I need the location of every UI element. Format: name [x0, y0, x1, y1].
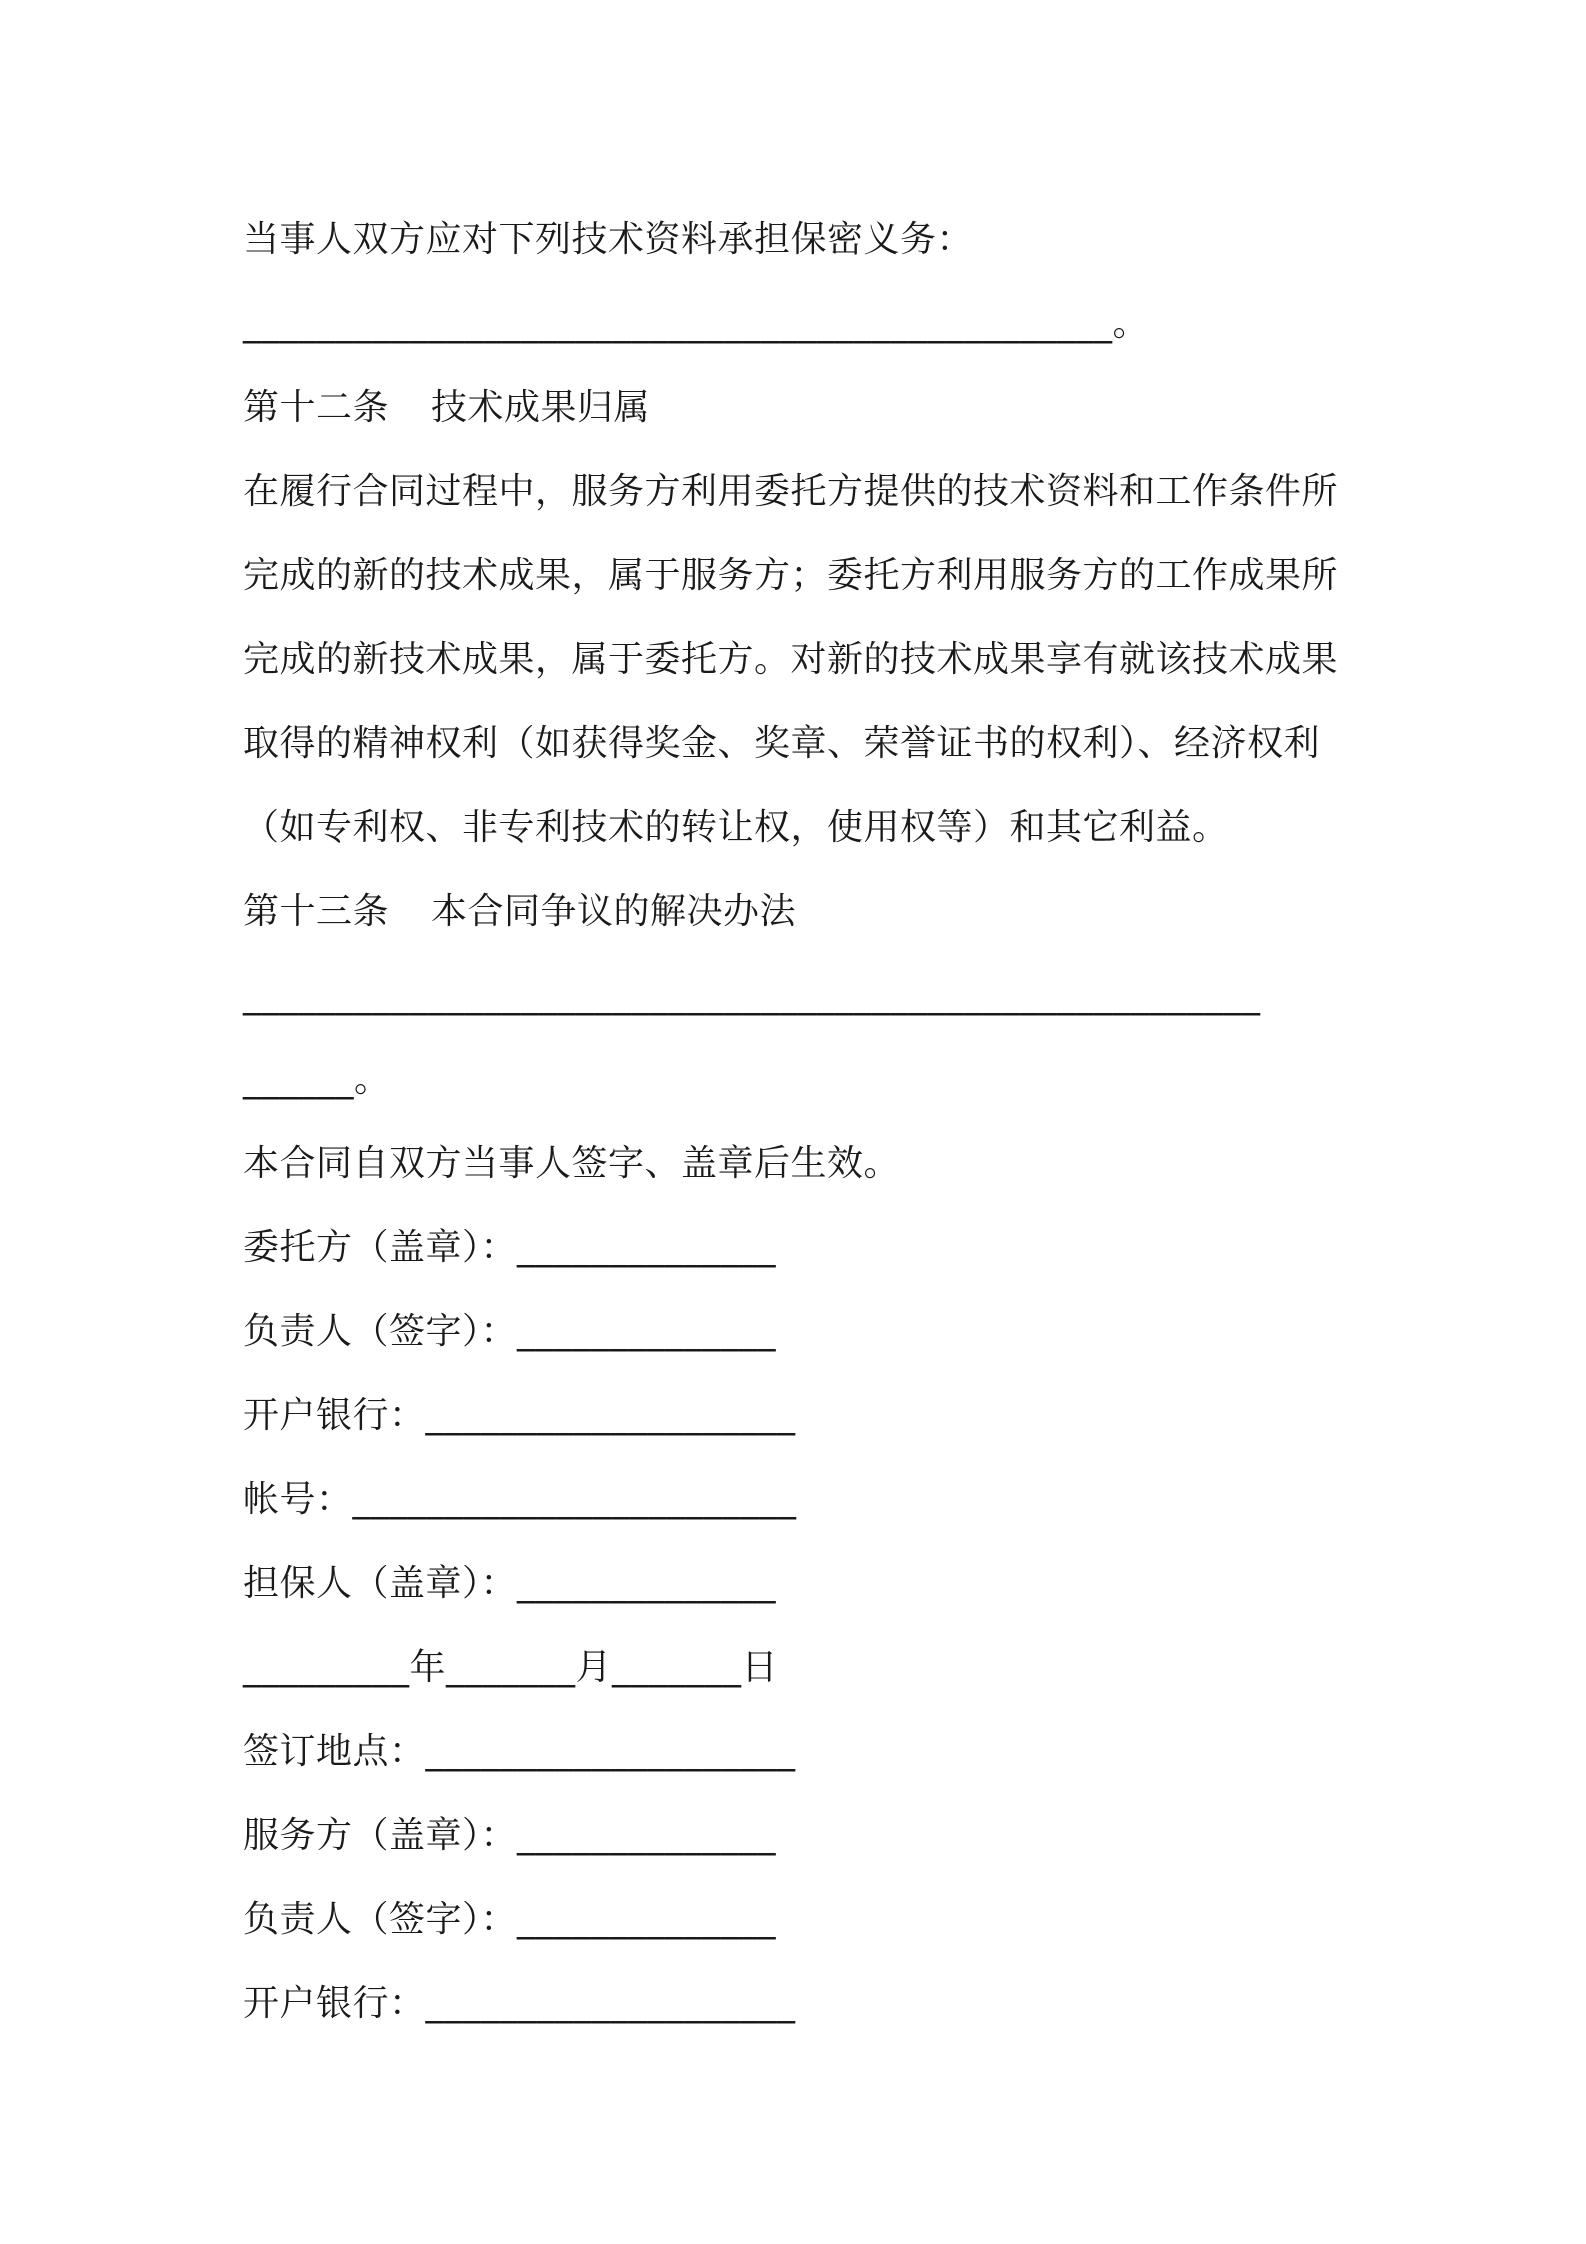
article-12-heading: [243, 366, 1363, 450]
article-13-number: 第十三条: [243, 891, 390, 932]
article-12-body-line: 在履行合同过程中，服务方利用委托方提供的技术资料和工作条件所: [243, 471, 1339, 512]
article-12-title: 技术成果归属: [431, 387, 651, 428]
article-13-title: 本合同争议的解决办法: [431, 891, 797, 932]
signature-field: 担保人（盖章）：______________: [243, 1563, 777, 1604]
signature-field: 开户银行：____________________: [243, 1395, 796, 1436]
confidential-blank: _______________________________________________。: [243, 303, 1149, 344]
article-12-body-line: （如专利权、非专利技术的转让权，使用权等）和其它利益。: [243, 807, 1229, 848]
signature-field: 签订地点：____________________: [243, 1731, 796, 1772]
signature-field: 负责人（签字）：______________: [243, 1899, 777, 1940]
confidential-intro: 当事人双方应对下列技术资料承担保密义务：: [243, 219, 974, 260]
article-13-heading: [243, 870, 1363, 954]
date-field: _________年_______月_______日: [243, 1647, 778, 1688]
signature-field: 委托方（盖章）：______________: [243, 1227, 777, 1268]
dispute-blank-line: ______。: [243, 1059, 391, 1100]
article-12-body-line: 取得的精神权利（如获得奖金、奖章、荣誉证书的权利）、经济权利: [243, 723, 1321, 764]
signature-field: 帐号：________________________: [243, 1479, 797, 1520]
signature-field: 服务方（盖章）：______________: [243, 1815, 777, 1856]
contract-page: [243, 198, 1363, 2046]
article-12-number: 第十二条: [243, 387, 390, 428]
article-12-body-line: 完成的新的技术成果，属于服务方；委托方利用服务方的工作成果所: [243, 555, 1339, 596]
dispute-blank-line: _______________________________________________________: [243, 975, 1261, 1016]
article-12-body-line: 完成的新技术成果，属于委托方。对新的技术成果享有就该技术成果: [243, 639, 1339, 680]
effective-clause: 本合同自双方当事人签字、盖章后生效。: [243, 1143, 901, 1184]
signature-field: 开户银行：____________________: [243, 1983, 796, 2024]
signature-field: 负责人（签字）：______________: [243, 1311, 777, 1352]
